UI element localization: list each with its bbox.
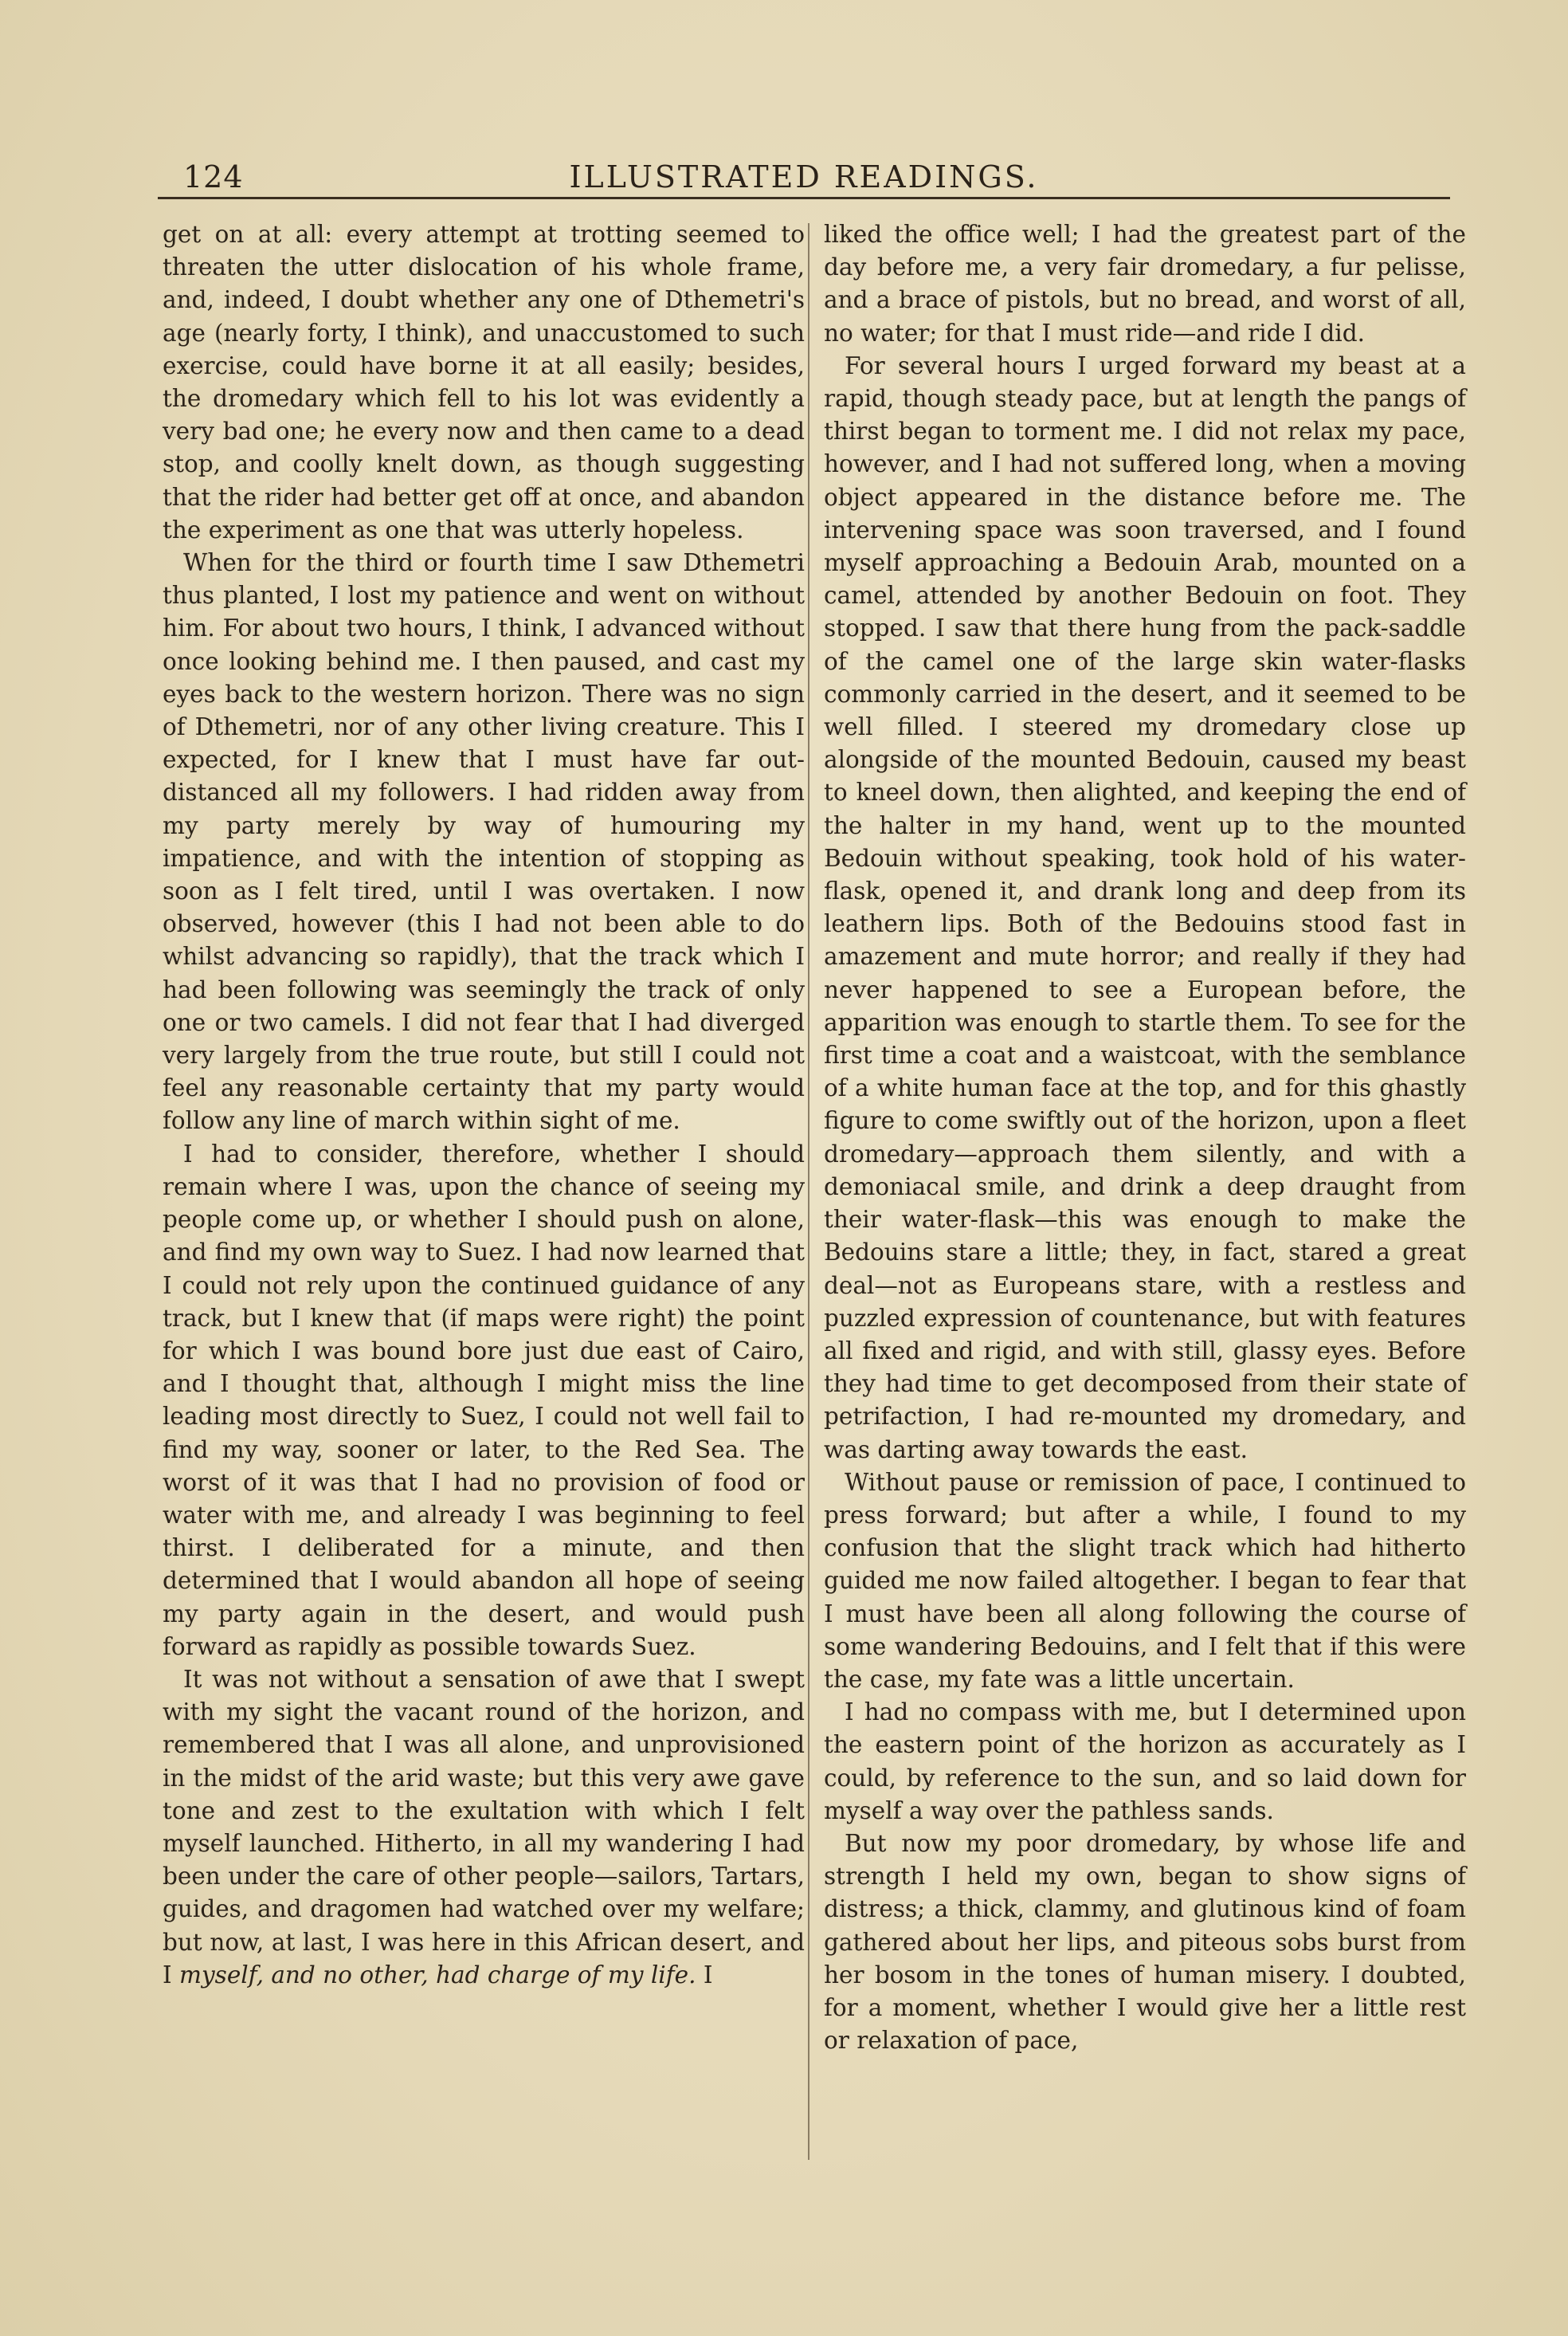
page-header [159, 156, 1448, 198]
paragraph-text: It was not without a sensation of awe that I swept with my sight the vacant round of the horizon, and remembered that I was all alone, and unprovisioned in the midst of the arid waste; but this very awe gave tone and zest to the exultation with which I felt myself launched. Hitherto, in all my wandering I had been under the care of other people—sailors, Tartars, guides, and dragomen had watched over my welfare; but now, at last, I was here in this African desert, and I [163, 1665, 805, 1989]
page-number: 124 [183, 159, 244, 194]
italic-emphasis: myself, and no other, had charge of my life. [179, 1961, 696, 1989]
paragraph-last-word: I [703, 1961, 713, 1989]
header-rule [158, 197, 1450, 199]
column-divider [808, 223, 809, 2160]
paragraph: get on at all: every attempt at trotting seemed to threaten the utter dislocation of his whole frame, and, indeed, I doubt whether any one of Dthemetri's age (nearly forty, I think), and unaccustomed to such exercise, could have borne it at all easily; besides, the dromedary which fell to his lot was evidently a very bad one; he every now and then came to a dead stop, and coolly knelt down, as though suggesting that the rider had better get off at once, and abandon the experiment as one that was utterly hopeless. [163, 221, 805, 544]
right-column [824, 218, 1466, 2057]
left-column [163, 218, 805, 1992]
paragraph: For several hours I urged forward my beast at a rapid, though steady pace, but at length the pangs of thirst began to torment me. I did not relax my pace, however, and I had not suffered long, when a moving object appeared in the distance before me. The intervening space was soon traversed, and I found myself approaching a Bedouin Arab, mounted on a camel, attended by another Bedouin on foot. They stopped. I saw that there hung from the pack-saddle of the camel one of the large skin water-flasks commonly carried in the desert, and it seemed to be well filled. I steered my dromedary close up alongside of the mounted Bedouin, caused my beast to kneel down, then alighted, and keeping the end of the halter in my hand, went up to the mounted Bedouin without speaking, took hold of his water-flask, opened it, and drank long and deep from its leathern lips. Both of the Bedouins stood fast in amazement and mute horror; and really if they had never happened to see a European before, the apparition was enough to startle them. To see for the first time a coat and a waistcoat, with the semblance of a white human face at the top, and for this ghastly figure to come swiftly out of the horizon, upon a fleet dromedary—approach them silently, and with a demoniacal smile, and drink a deep draught from their water-flask—this was enough to make the Bedouins stare a little; they, in fact, stared a great deal—not as Europeans stare, with a restless and puzzled expression of countenance, but with features all fixed and rigid, and with still, glassy eyes. Before they had time to get decomposed from their state of petrifaction, I had re-mounted my dromedary, and was darting away towards the east. [824, 351, 1466, 1463]
running-title: ILLUSTRATED READINGS. [569, 159, 1039, 194]
paragraph: liked the office well; I had the greatest part of the day before me, a very fair dromedary, a fur pelisse, and a brace of pistols, but no bread, and worst of all, no water; for that I must ride—and ride I did. [824, 221, 1466, 347]
paragraph: But now my poor dromedary, by whose life and strength I held my own, began to show signs of distress; a thick, clammy, and glutinous kind of foam gathered about her lips, and piteous sobs burst from her bosom in the tones of human misery. I doubted, for a moment, whether I would give her a little rest or relaxation of pace, [824, 1829, 1466, 2055]
paragraph [163, 1663, 805, 1992]
paragraph: When for the third or fourth time I saw Dthemetri thus planted, I lost my patience and went on without him. For about two hours, I think, I advanced without once looking behind me. I then paused, and cast my eyes back to the western horizon. There was no sign of Dthemetri, nor of any other living creature. This I expected, for I knew that I must have far out-distanced all my followers. I had ridden away from my party merely by way of humouring my impatience, and with the intention of stopping as soon as I felt tired, until I was overtaken. I now observed, however (this I had not been able to do whilst advancing so rapidly), that the track which I had been following was seemingly the track of only one or two camels. I did not fear that I had diverged very largely from the true route, but still I could not feel any reasonable certainty that my party would follow any line of march within sight of me. [163, 549, 805, 1135]
paragraph: I had to consider, therefore, whether I should remain where I was, upon the chance of seeing my people come up, or whether I should push on alone, and find my own way to Suez. I had now learned that I could not rely upon the continued guidance of any track, but I knew that (if maps were right) the point for which I was bound bore just due east of Cairo, and I thought that, although I might miss the line leading most directly to Suez, I could not well fail to find my way, sooner or later, to the Red Sea. The worst of it was that I had no provision of food or water with me, and already I was beginning to feel thirst. I deliberated for a minute, and then determined that I would abandon all hope of seeing my party again in the desert, and would push forward as rapidly as possible towards Suez. [163, 1140, 805, 1660]
paragraph: Without pause or remission of pace, I continued to press forward; but after a while, I found to my confusion that the slight track which had hitherto guided me now failed altogether. I began to fear that I must have been all along following the course of some wandering Bedouins, and I felt that if this were the case, my fate was a little uncertain. [824, 1468, 1466, 1693]
paragraph: I had no compass with me, but I determined upon the eastern point of the horizon as accurately as I could, by reference to the sun, and so laid down for myself a way over the pathless sands. [824, 1698, 1466, 1824]
